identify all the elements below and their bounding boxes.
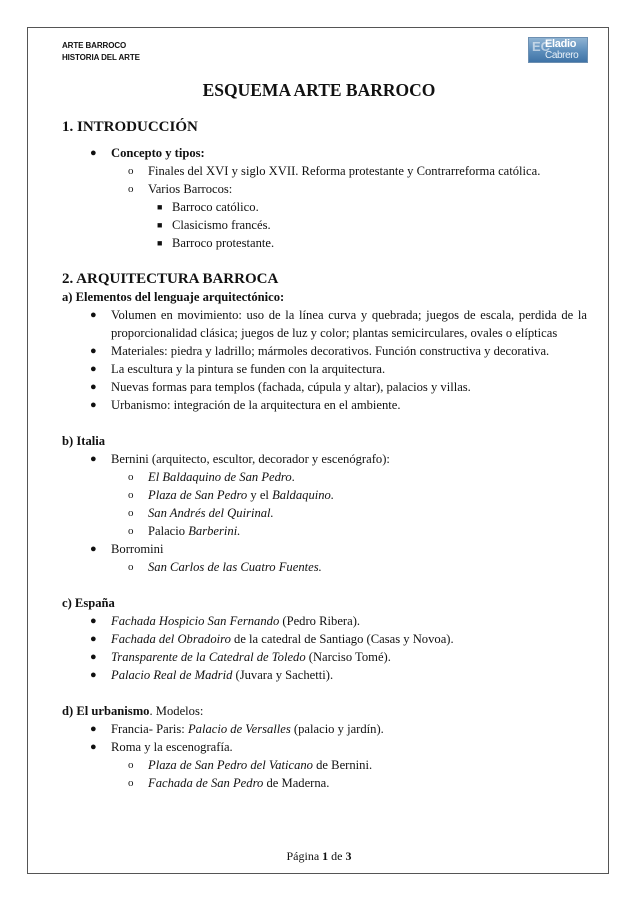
bullet-icon: ● (90, 543, 97, 555)
list-item: ● Palacio Real de Madrid (Juvara y Sachetti). (90, 668, 334, 682)
list-item: ● Fachada Hospicio San Fernando (Pedro Ribera). (90, 614, 361, 628)
bullet-icon: ● (90, 453, 97, 465)
logo-name-first: Eladio (545, 38, 577, 50)
total-page-count: 3 (345, 849, 352, 863)
list-item: ● Volumen en movimiento: uso de la línea curva y quebrada; juegos de escala, perdida de la proporcionalidad clásica; juegos de luz y color; plantas semicirculares, ovales o elípticas (90, 308, 587, 340)
list-item: ● Concepto y tipos: (90, 146, 205, 160)
circle-bullet-icon: o (128, 777, 134, 789)
bullet-icon: ● (90, 651, 97, 663)
page-footer: Página 1 de 3 (286, 849, 352, 863)
logo-mark: EC (532, 39, 551, 54)
bullet-icon: ● (90, 381, 97, 393)
author-logo (528, 37, 588, 63)
header-line-1: ARTE BARROCO (62, 41, 127, 50)
section-2-heading: 2. ARQUITECTURA BARROCA (62, 271, 279, 287)
circle-bullet-icon: o (128, 183, 134, 195)
list-item: ● Roma y la escenografía. (90, 740, 233, 754)
list-item: o Varios Barrocos: (128, 182, 233, 196)
bullet-icon: ● (90, 723, 97, 735)
list-item: o El Baldaquino de San Pedro. (128, 470, 295, 484)
list-item: ● La escultura y la pintura se funden con la arquitectura. (90, 362, 386, 376)
list-item: o Fachada de San Pedro de Maderna. (128, 776, 330, 790)
list-item: ● Francia- Paris: Palacio de Versalles (palacio y jardín). (90, 722, 384, 736)
subsection-d-heading: d) El urbanismo. Modelos: (62, 704, 204, 718)
document-header (62, 40, 140, 64)
circle-bullet-icon: o (128, 525, 134, 537)
subsection-b-heading: b) Italia (62, 434, 106, 448)
list-item: ● Fachada del Obradoiro de la catedral de Santiago (Casas y Novoa). (90, 632, 454, 646)
circle-bullet-icon: o (128, 471, 134, 483)
list-item: ● Bernini (arquitecto, escultor, decorador y escenógrafo): (90, 452, 390, 466)
list-item: ■ Clasicismo francés. (157, 218, 271, 232)
logo-name-last: Cabrero (545, 50, 579, 61)
square-bullet-icon: ■ (157, 238, 163, 248)
bullet-icon: ● (90, 399, 97, 411)
list-item: o San Carlos de las Cuatro Fuentes. (128, 560, 322, 574)
list-item: o Palacio Barberini. (128, 524, 241, 538)
list-item: o Finales del XVI y siglo XVII. Reforma protestante y Contrarreforma católica. (128, 164, 541, 178)
bullet-icon: ● (90, 615, 97, 627)
subsection-c-heading: c) España (62, 596, 115, 610)
square-bullet-icon: ■ (157, 202, 163, 212)
list-item: o Plaza de San Pedro del Vaticano de Bernini. (128, 758, 373, 772)
list-item: ● Materiales: piedra y ladrillo; mármoles decorativos. Función constructiva y decorativa. (90, 344, 550, 358)
bullet-icon: ● (90, 633, 97, 645)
circle-bullet-icon: o (128, 489, 134, 501)
document-title: ESQUEMA ARTE BARROCO (202, 80, 436, 100)
document-body (62, 118, 587, 792)
list-item: ● Urbanismo: integración de la arquitectura en el ambiente. (90, 398, 401, 412)
square-bullet-icon: ■ (157, 220, 163, 230)
list-item: ■ Barroco protestante. (157, 236, 275, 250)
circle-bullet-icon: o (128, 165, 134, 177)
subsection-a-heading: a) Elementos del lenguaje arquitectónico: (62, 290, 285, 304)
bullet-icon: ● (90, 741, 97, 753)
current-page-number: 1 (322, 849, 329, 863)
bullet-icon: ● (90, 309, 97, 321)
list-item: ● Transparente de la Catedral de Toledo (Narciso Tomé). (90, 650, 391, 664)
section-1-heading: 1. INTRODUCCIÓN (62, 119, 198, 135)
list-item: o Plaza de San Pedro y el Baldaquino. (128, 488, 334, 502)
list-item: ● Nuevas formas para templos (fachada, cúpula y altar), palacios y villas. (90, 380, 471, 394)
circle-bullet-icon: o (128, 561, 134, 573)
bullet-icon: ● (90, 147, 97, 159)
list-item: ● Borromini (90, 542, 164, 556)
bullet-icon: ● (90, 363, 97, 375)
list-item: ■ Barroco católico. (157, 200, 259, 214)
circle-bullet-icon: o (128, 759, 134, 771)
bullet-icon: ● (90, 345, 97, 357)
circle-bullet-icon: o (128, 507, 134, 519)
list-item: o San Andrés del Quirinal. (128, 506, 274, 520)
header-line-2: HISTORIA DEL ARTE (62, 53, 140, 62)
bullet-icon: ● (90, 669, 97, 681)
